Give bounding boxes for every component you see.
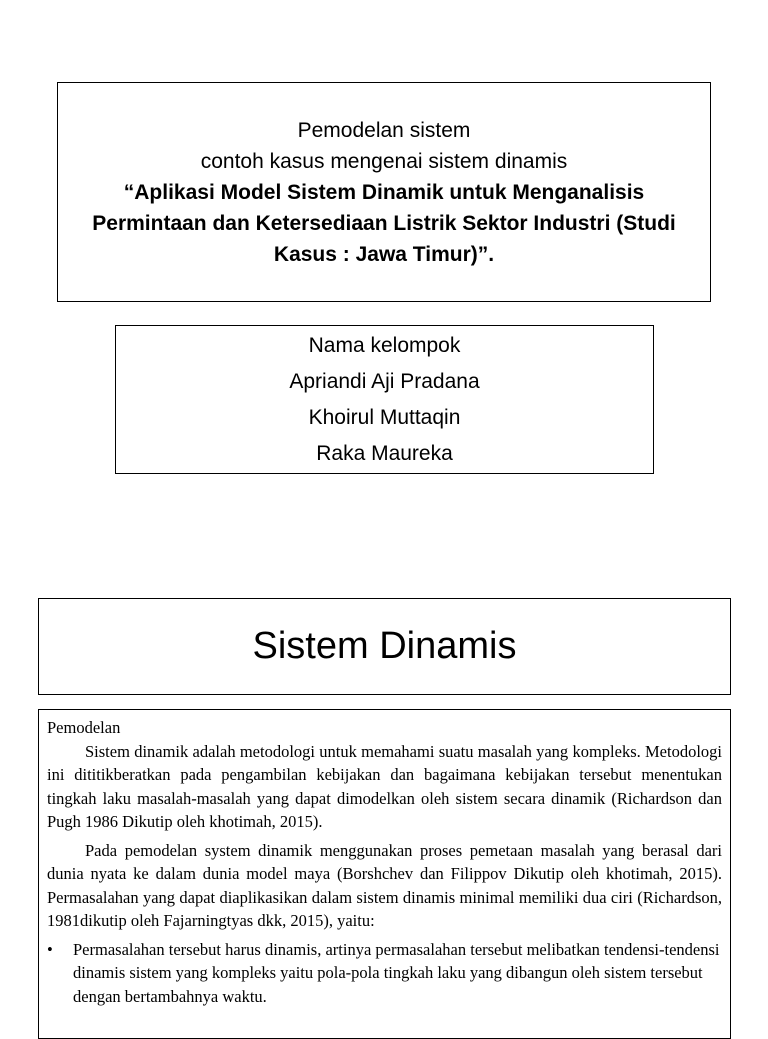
paragraph-2: Pada pemodelan system dinamik menggunakan proses pemetaan masalah yang berasal dari dunia nyata ke dalam dunia model maya (Borshchev dan Filippov Dikutip oleh khotimah, 2015). Permasalahan yang dapat diaplikasikan dalam sistem dinamis minimal memiliki dua ciri (Richardson, 1981dikutip oleh Fajarningtyas dkk, 2015), yaitu: [47,840,722,930]
list-item [47,938,722,1009]
members-heading: Nama kelompok [308,333,461,357]
title-line-2: contoh kasus mengenai sistem dinamis [200,149,568,173]
members-box [115,325,654,474]
section-heading: Sistem Dinamis [252,625,517,667]
title-line-1: Pemodelan sistem [297,118,471,142]
bullet-list [47,938,722,1009]
bullet-icon: • [47,939,53,959]
member-name: Apriandi Aji Pradana [289,369,480,393]
title-box [57,82,711,302]
member-name: Khoirul Muttaqin [308,405,461,429]
content-box [38,709,731,1039]
content-label: Pemodelan [47,718,121,737]
member-name: Raka Maureka [316,441,453,465]
list-item-text: Permasalahan tersebut harus dinamis, artinya permasalahan tersebut melibatkan tendensi-tendensi dinamis sistem yang kompleks yaitu pola-pola tingkah laku yang dibangun oleh sistem tersebut dengan bertambahnya waktu. [73,939,720,1006]
paragraph-1: Sistem dinamik adalah metodologi untuk memahami suatu masalah yang kompleks. Metodologi ini dititikberatkan pada pengambilan kebijakan dan bagaimana kebijakan tersebut menentukan tingkah laku masalah-masalah yang dapat dimodelkan oleh sistem secara dinamik (Richardson dan Pugh 1986 Dikutip oleh khotimah, 2015). [47,741,722,831]
section-heading-box [38,598,731,695]
title-bold: “Aplikasi Model Sistem Dinamik untuk Menganalisis Permintaan dan Ketersediaan Listrik Sektor Industri (Studi Kasus : Jawa Timur)”. [92,180,676,266]
